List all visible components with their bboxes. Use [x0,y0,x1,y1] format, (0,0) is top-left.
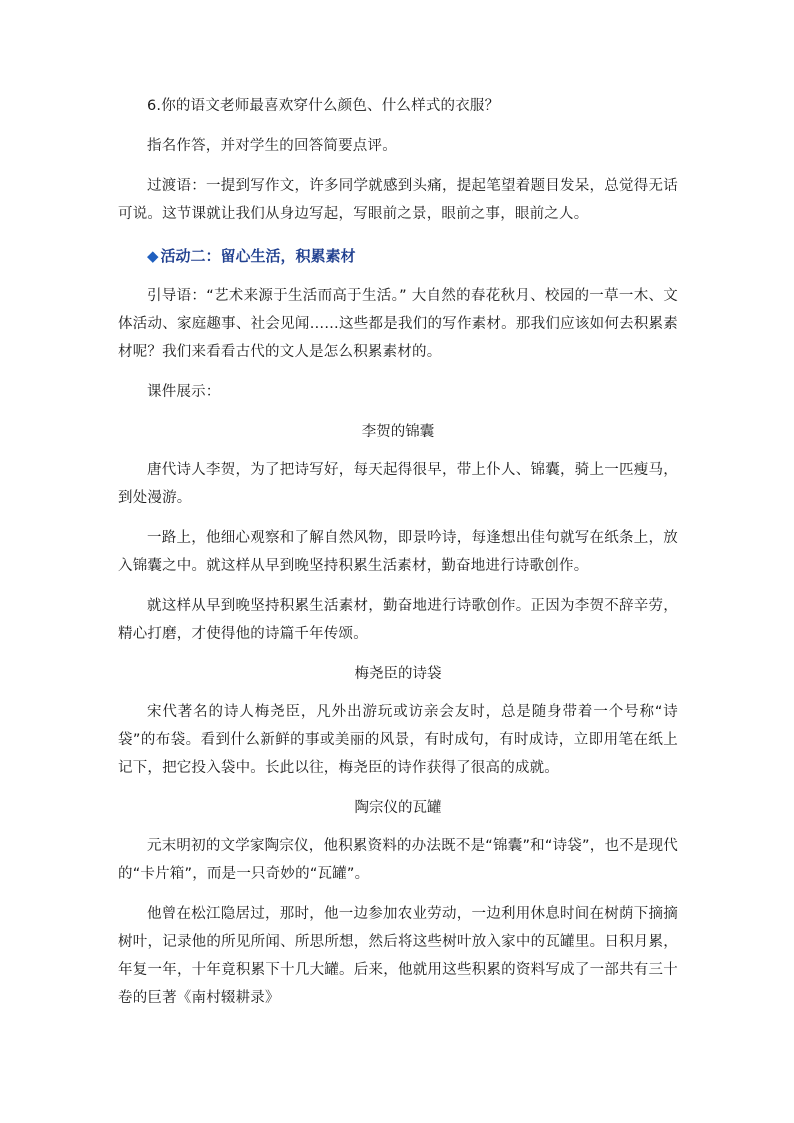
story-title-tao-zongyi: 陶宗仪的瓦罐 [354,800,442,816]
story-li-he-p1: 唐代诗人李贺，为了把诗写好，每天起得很早，带上仆人、锦囊，骑上一匹瘦马，到处漫游。 [118,462,678,506]
diamond-icon: ◆ [147,247,159,265]
question-6: 6.你的语文老师最喜欢穿什么颜色、什么样式的衣服？ [147,98,500,114]
courseware-label: 课件展示： [147,384,221,400]
story-title-li-he: 李贺的锦囊 [361,424,435,440]
activity-two-heading [118,242,678,270]
answer-instruction: 指名作答，并对学生的回答简要点评。 [147,138,397,154]
story-tao-zongyi-p1: 元末明初的文学家陶宗仪，他积累资料的办法既不是“锦囊”和“诗袋”，也不是现代的“卡片箱”，而是一只奇妙的“瓦罐”。 [118,838,678,882]
document-page [118,92,678,1012]
story-li-he-p2: 一路上，他细心观察和了解自然风物，即景吟诗，每逢想出佳句就写在纸条上，放入锦囊之中。就这样从早到晚坚持积累生活素材，勤奋地进行诗歌创作。 [118,530,678,574]
intro-paragraph: 引导语：“艺术来源于生活而高于生活。” 大自然的春花秋月、校园的一草一木、文体活动、家庭趣事、社会见闻……这些都是我们的写作素材。那我们应该如何去积累素材呢？我们来看看古代的文人是怎么积累素材的。 [118,288,678,360]
story-li-he-p3: 就这样从早到晚坚持积累生活素材，勤奋地进行诗歌创作。正因为李贺不辞辛劳，精心打磨，才使得他的诗篇千年传颂。 [118,598,678,642]
activity-two-title: 活动二：留心生活，积累素材 [160,247,356,265]
transition-paragraph: 过渡语：一提到写作文，许多同学就感到头痛，提起笔望着题目发呆，总觉得无话可说。这节课就让我们从身边写起，写眼前之景，眼前之事，眼前之人。 [118,178,678,222]
story-tao-zongyi-p2: 他曾在松江隐居过，那时，他一边参加农业劳动，一边利用休息时间在树荫下摘摘树叶，记录他的所见所闻、所思所想，然后将这些树叶放入家中的瓦罐里。日积月累，年复一年，十年竟积累下十几大罐。后来，他就用这些积累的资料写成了一部共有三十卷的巨著《南村辍耕录》 [118,906,678,1006]
story-mei-yaochen-p1: 宋代著名的诗人梅尧臣，凡外出游玩或访亲会友时，总是随身带着一个号称“诗袋”的布袋。看到什么新鲜的事或美丽的风景，有时成句，有时成诗，立即用笔在纸上记下，把它投入袋中。长此以往，梅尧臣的诗作获得了很高的成就。 [118,704,678,776]
story-title-mei-yaochen: 梅尧臣的诗袋 [354,666,442,682]
